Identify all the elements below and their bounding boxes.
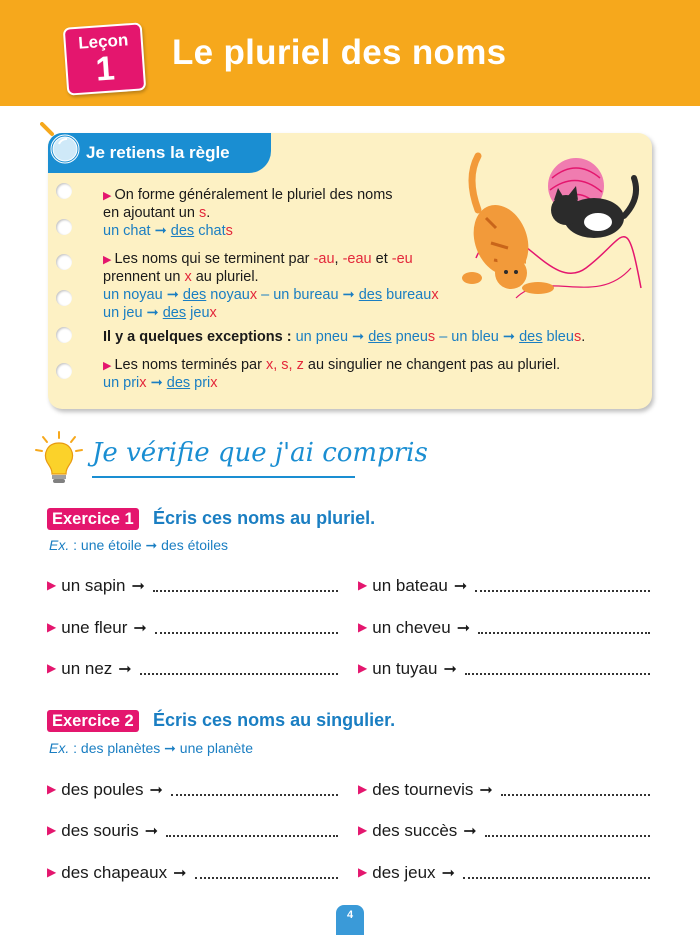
rule-line: ▶ On forme généralement le pluriel des noms: [103, 187, 393, 203]
binder-ring: [56, 219, 72, 235]
lesson-number: 1: [94, 49, 116, 89]
exercise-item: ▶ un nez ➞: [47, 657, 338, 679]
rule-line: en ajoutant un s.: [103, 205, 211, 221]
exercise-label: Exercice 2: [47, 710, 139, 732]
exercise-item: ▶ un cheveu ➞: [358, 616, 650, 638]
exercise-example: Ex. : des planètes ➞ une planète: [49, 740, 253, 756]
cats-illustration: [456, 148, 646, 308]
lesson-badge: [63, 22, 147, 95]
exercise-instruction: Écris ces noms au singulier.: [153, 710, 396, 730]
answer-line[interactable]: [463, 865, 650, 879]
rule-line: ▶ Les noms qui se terminent par -au, -eau et -eu: [103, 251, 413, 267]
exercise-item: ▶ des chapeaux ➞: [47, 861, 338, 883]
rule-tab-title: Je retiens la règle: [86, 143, 230, 162]
exercise-item: ▶ des succès ➞: [358, 819, 650, 841]
page-title: Le pluriel des noms: [172, 33, 507, 72]
bullet-triangle-icon: ▶: [358, 823, 368, 837]
exercise-item: ▶ des poules ➞: [47, 778, 338, 800]
bullet-triangle-icon: ▶: [358, 578, 368, 592]
section-heading: Je vérifie que j'ai compris: [92, 438, 428, 468]
bullet-triangle-icon: ▶: [47, 620, 57, 634]
answer-line[interactable]: [475, 578, 650, 592]
answer-line[interactable]: [166, 823, 338, 837]
answer-line[interactable]: [478, 620, 650, 634]
page-number: 4: [336, 905, 364, 935]
bullet-triangle-icon: ▶: [358, 620, 368, 634]
exercise-instruction: Écris ces noms au pluriel.: [153, 508, 376, 528]
rule-example: un noyau ➞ des noyaux – un bureau ➞ des bureaux: [103, 287, 439, 303]
exercise-example: Ex. : une étoile ➞ des étoiles: [49, 537, 229, 553]
bullet-triangle-icon: ▶: [358, 661, 368, 675]
bullet-triangle-icon: ▶: [103, 190, 112, 202]
binder-ring: [56, 363, 72, 379]
exercise-item: ▶ une fleur ➞: [47, 616, 338, 638]
answer-line[interactable]: [171, 782, 338, 796]
exercise-label: Exercice 1: [47, 508, 139, 530]
rule-example: un jeu ➞ des jeux: [103, 305, 217, 321]
rule-example: un prix ➞ des prix: [103, 375, 218, 391]
bullet-triangle-icon: ▶: [103, 254, 112, 266]
answer-line[interactable]: [465, 661, 650, 675]
bullet-triangle-icon: ▶: [103, 360, 112, 372]
binder-ring: [56, 327, 72, 343]
bullet-triangle-icon: ▶: [47, 782, 57, 796]
binder-ring: [56, 254, 72, 270]
answer-line[interactable]: [485, 823, 650, 837]
answer-line[interactable]: [153, 578, 338, 592]
rule-example: un chat ➞ des chats: [103, 223, 233, 239]
exercise-item: ▶ des tournevis ➞: [358, 778, 650, 800]
binder-ring: [56, 290, 72, 306]
exercise-item: ▶ des souris ➞: [47, 819, 338, 841]
lightbulb-icon: [33, 430, 85, 486]
bullet-triangle-icon: ▶: [47, 661, 57, 675]
bullet-triangle-icon: ▶: [47, 865, 57, 879]
exercise-item: ▶ un sapin ➞: [47, 574, 338, 596]
answer-line[interactable]: [195, 865, 338, 879]
answer-line[interactable]: [140, 661, 338, 675]
rule-line: ▶ Les noms terminés par x, s, z au singulier ne changent pas au pluriel.: [103, 357, 561, 373]
bullet-triangle-icon: ▶: [47, 578, 57, 592]
rule-line: prennent un x au pluriel.: [103, 269, 259, 285]
bullet-triangle-icon: ▶: [47, 823, 57, 837]
exercise-item: ▶ des jeux ➞: [358, 861, 650, 883]
exercise-item: ▶ un tuyau ➞: [358, 657, 650, 679]
lesson-word: Leçon: [77, 30, 129, 53]
bullet-triangle-icon: ▶: [358, 865, 368, 879]
section-underline: [92, 476, 355, 478]
magnifier-icon: [40, 122, 82, 170]
exercise-item: ▶ un bateau ➞: [358, 574, 650, 596]
bullet-triangle-icon: ▶: [358, 782, 368, 796]
answer-line[interactable]: [501, 782, 650, 796]
rule-exceptions: Il y a quelques exceptions : un pneu ➞ des pneus – un bleu ➞ des bleus.: [103, 329, 586, 345]
answer-line[interactable]: [155, 620, 338, 634]
binder-ring: [56, 183, 72, 199]
